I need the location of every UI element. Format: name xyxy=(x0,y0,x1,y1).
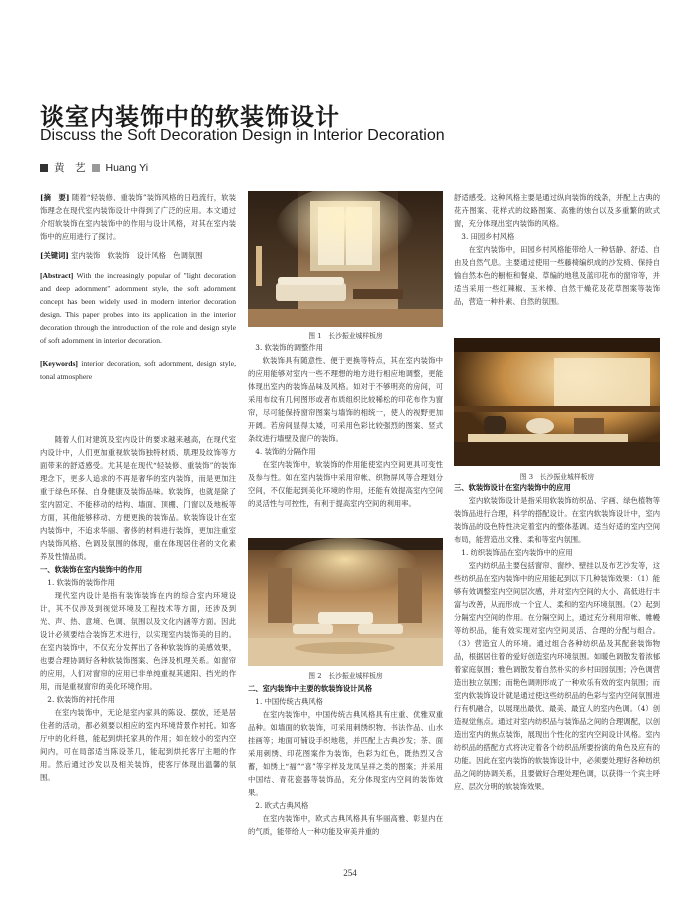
paragraph: 现代室内设计是指有装饰装饰在内的综合室内环境设计，其不仅涉及到视觉环境及工程技术等方面，还涉及到光、声、热、意境、色调、氛围以及文化内涵等方面。因此设计必须要结合装饰艺术进行，以实现室内装饰美的目的。在室内装饰中，不仅充分发挥出了各种软装饰的美感效果，也要合理协调好各种软装饰图案、色泽及机理关系。如窗帘的应用，人们对窗帘的应用已非单纯重视其遮阳、挡光的作用，而是重视窗帘的美化环境作用。 xyxy=(40,591,236,691)
section-heading-2: 二、室内装饰中主要的软装饰设计风格 xyxy=(248,684,373,693)
square-bullet-icon xyxy=(40,164,48,172)
intro-paragraph: 随着人们对建筑及室内设计的要求越来越高，在现代室内设计中，人们更加重视软装饰独特材质、肌理及纹饰等方面带来的舒适感受。尤其是在现代“轻装修、重装饰”的装饰理念下，更多人追求的不再是奢华的室内装饰，而是更加注重于绿色环保、自身健康及装饰品味。软装饰，也就是除了室内固定、不能移动的结构、墙面、顶棚、门窗以及地板等方面，其他能够移动、方便更换的装饰品。软装饰设计在室内装饰中，不追求华丽、奢侈的材料进行装饰，更加注重室内装饰风格、色调及氛围的体现，重在体现居住者的文化素养及性情品质。 xyxy=(40,435,236,561)
column-3-lower xyxy=(454,481,660,793)
paragraph: 在室内装饰中，中国传统古典风格具有庄重、优雅双重品种。如墙面的软装饰，可采用刺绣织物、书法作品、山水挂画等；地面可铺设手织地毯，并匹配上古典沙发；茶、面采用刺绣、印花图案作为装饰，色彩为红色，既热烈又含蓄，如绣上“福”“喜”等字样及龙凤呈祥之类的图案；并采用中国结、青花瓷器等装饰品，充分体现室内空间的装饰效果。 xyxy=(248,710,443,797)
keywords-label-en: [Keywords] xyxy=(40,359,78,368)
subheading-1-4: 4. 装饰的分隔作用 xyxy=(255,447,316,456)
abstract-text-en: With the increasingly popular of "light decoration and deep adornment" adornment style, the soft adornment concept has been widely used in modern interior decoration design. This paper probes into its application in the interior decoration through the introduction of the role and design style of soft adornment in interior decoration. xyxy=(40,271,236,345)
column-1-body xyxy=(40,433,236,784)
section-heading-3: 三、软装饰设计在室内装饰中的应用 xyxy=(454,483,571,492)
subheading-2-3: 3. 田园乡村风格 xyxy=(461,232,515,241)
author-chinese: 黄 艺 xyxy=(54,162,86,174)
section-heading-1: 一、软装饰在室内装饰中的作用 xyxy=(40,565,143,574)
paragraph: 软装饰具有随意性、便于更换等特点，其在室内装饰中的应用能够对室内一些不理想的地方进行相应地调整，更能体现出室内的装饰品味及风格。如对于不够明亮的房间，可采用布纹有几何图形或者布质组织比较稀松的印花布作为窗帘，尽可能保持窗帘图案与墙饰的相统一，使人的视野更加开阔。若房间显得太矮，可采用色彩比较强烈的图案、竖式条纹进行墙壁及窗户的装饰。 xyxy=(248,356,443,443)
figure-3-caption: 图 3 长沙振业城样板房 xyxy=(519,473,595,481)
subheading-2-1: 1. 中国传统古典风格 xyxy=(255,697,323,706)
paragraph: 在室内装饰中，无论是室内家具的陈设、摆放，还是居住者的活动，都必须要以相应的室内环境背景作衬托。如客厅中的化纤毯，能起到烘托家具的作用；如在较小的室内空间内，可在局部适当陈设茶几，能起到烘托客厅主题的作用。然后通过沙发以及相关装饰，使客厅体现出温馨的氛围。 xyxy=(40,708,236,782)
paragraph: 在室内装饰中，欧式古典风格具有华丽高雅、彰显内在的气质，能带给人一种功能及审美并重的 xyxy=(248,814,443,836)
title-english: Discuss the Soft Decoration Design in Interior Decoration xyxy=(40,127,445,144)
author-english: Huang Yi xyxy=(105,161,149,174)
column-2-lower xyxy=(248,682,443,838)
abstract-label-cn: [摘 要] xyxy=(40,193,70,202)
subheading-1-1: 1. 软装饰的装饰作用 xyxy=(47,578,115,587)
keywords-text-cn: 室内装饰 软装饰 设计风格 色调氛围 xyxy=(71,251,203,260)
abstract-text-cn: 随着“轻装修、重装饰”装饰风格的日趋流行，软装饰理念在现代室内装饰设计中得到了广泛的应用。本文通过介绍软装饰在室内装饰中的作用与设计风格，对其在室内装饰中的应用进行了探讨。 xyxy=(40,193,236,241)
title-chinese: 谈室内装饰中的软装饰设计 xyxy=(40,103,340,131)
paragraph: 室内软装饰设计是指采用软装饰纺织品、字画、绿色植物等装饰品进行合理，科学的搭配设计。在室内软装饰设计中，室内装饰品的设色特性决定着室内的整体基调。适当好适的室内空间布局，能营造出文雅、柔和等室内氛围。 xyxy=(454,496,660,544)
keywords-text-en: interior decoration, soft adornment, design style, tonal atmosphere xyxy=(40,359,236,381)
paragraph: 舒适感受。这种风格主要是通过纵向装饰的线条，并配上古典的花卉图案、花样式的纹路图案、高雅的烛台以及多重繁的欧式窗，充分体现出室内装饰的风格。 xyxy=(454,193,660,228)
column-3-upper xyxy=(454,191,660,308)
subheading-2-2: 2. 欧式古典风格 xyxy=(255,801,309,810)
subheading-3-1: 1. 纺织装饰品在室内装饰中的应用 xyxy=(461,548,573,557)
figure-1-caption: 图 1 长沙振业城样板房 xyxy=(308,332,383,340)
column-2-upper xyxy=(248,341,443,510)
figure-1-photo xyxy=(248,191,443,327)
figure-2-caption: 图 2 长沙振业城样板房 xyxy=(308,672,383,680)
page-number: 254 xyxy=(343,868,357,878)
subheading-1-3: 3. 软装饰的调整作用 xyxy=(255,343,323,352)
subheading-1-2: 2. 软装饰的衬托作用 xyxy=(47,695,115,704)
paragraph: 在室内装饰中，田园乡村风格能带给人一种恬静、舒适、自由及自然气息。主要通过使用一些藤椅编织成的沙发椅、保持自愉自然本色的橱柜和餐桌、草编的地毯及蓝印花布的窗帘等，并适当采用一些红辣椒、玉米棒、自然干燥花及花草图案等装饰品，营造一种朴素、自然的氛围。 xyxy=(454,245,660,306)
figure-2-photo xyxy=(248,538,443,666)
square-bullet-icon xyxy=(92,164,100,172)
paragraph: 在室内装饰中，软装饰的作用能使室内空间更具可变性及参与性。如在室内装饰中采用帘帐、织物屏风等合理划分空间，不仅能起到美化环境的作用，还能有效提高室内空间的灵活性与可控性，有利于提高室内空间的利用率。 xyxy=(248,460,443,508)
keywords-label-cn: [关键词] xyxy=(40,251,69,260)
figure-3-photo xyxy=(454,338,660,466)
abstract-label-en: [Abstract] xyxy=(40,271,74,280)
paragraph: 室内纺织品主要包括窗帘、窗纱、壁挂以及布艺沙发等，这些纺织品在室内装饰中的应用能起到以下几种装饰效果：（1）能够有效调整室内空间层次感，并对室内空间的大小、高低进行丰富与改善，从而形成一个宜人、柔和的室内环境氛围。（2）起到分隔室内空间的作用。在分隔空间上，通过充分利用帘帐、帷幔等纺织品，能有效实现对室内空间灵活、合理的分配与组合。（3）营造宜人的环境。通过组合各种纺织品及其配套装饰物品，根据居住着的爱好创造室内环境氛围。如暖色调散发着浓郁着家庭氛围；雅色调散发着自然朴实的乡村田园氛围；冷色调营造出独立氛围；而艳色调则形成了一种欢乐有效的室内氛围；而室内软装饰设计就是通过使这些纺织品的色彩与室内空间氛围进行有机融合，以展现出最优、最美、最宜人的室内色调。（4）创造视觉焦点。通过对室内纺织品与装饰品之间的合理调配，以创造出室内的焦点装饰，展现出个性化的室内空间设计风格。室内纺织品的搭配方式将决定着各个纺织品所要扮演的角色及应有的功能。因此在室内装饰的软装饰设计中，必须要处理好各种纺织品之间的协调关系，且要做好合理处理色调，以获得一个宾主呼应、层次分明的软装饰效果。 xyxy=(454,561,660,791)
author-line xyxy=(40,160,148,175)
abstract-block xyxy=(40,191,236,383)
